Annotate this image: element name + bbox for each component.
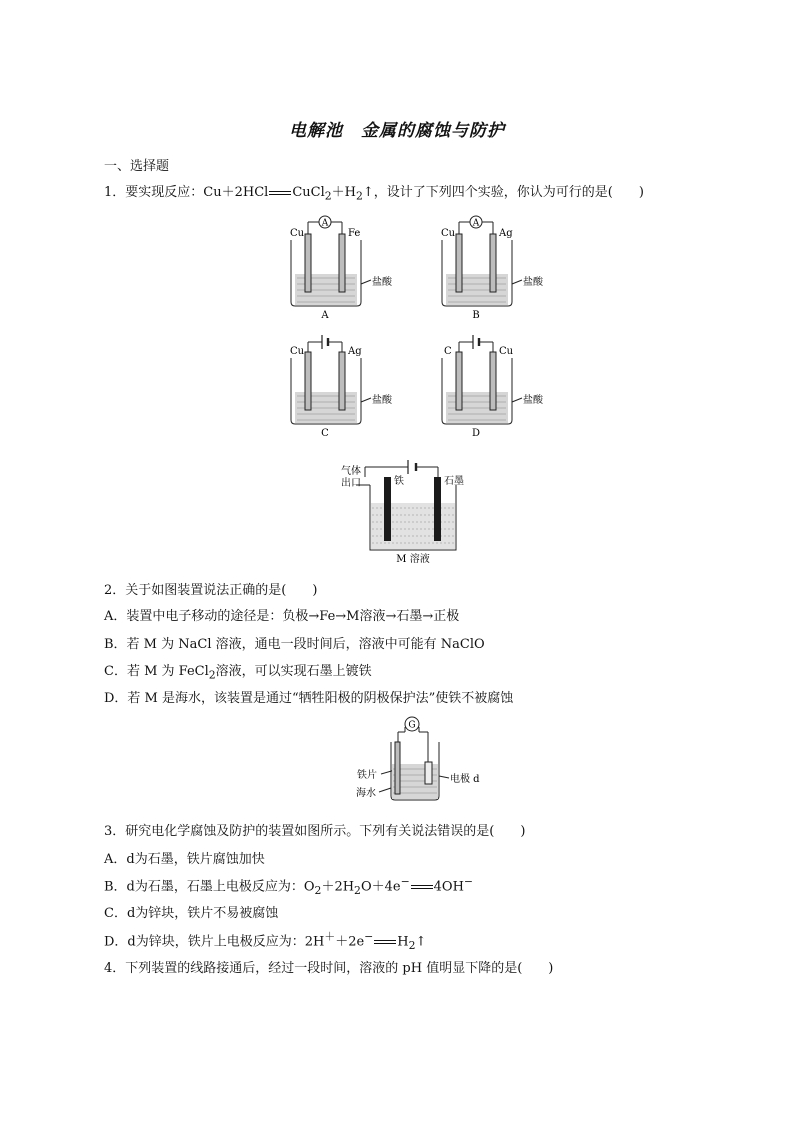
figure-caption: A [321, 310, 329, 321]
electrode-d-label: 电极 d [450, 774, 480, 785]
figure-b-galvanic-cell [436, 212, 546, 320]
figure-d-electrolytic-cell [436, 330, 546, 438]
electrode-left-label: Cu [290, 346, 305, 357]
question-2-option-d: D．若 M 是海水，该装置是通过“牺牲阳极的阴极保护法”使铁不被腐蚀 [104, 691, 514, 706]
electrode-left-label: C [444, 346, 452, 357]
ammeter-label: A [321, 218, 329, 229]
figure-q3-corrosion [355, 712, 480, 808]
gas-outlet-label: 气体 [341, 466, 361, 477]
page-title: 电解池 金属的腐蚀与防护 [289, 121, 505, 141]
solution-label: 盐酸 [523, 277, 543, 288]
figure-a-galvanic-cell [285, 212, 395, 320]
gas-outlet-label-2: 出口 [341, 478, 361, 489]
iron-label: 铁 [394, 476, 404, 487]
question-3-option-c: C．d为锌块，铁片不易被腐蚀 [104, 906, 279, 921]
question-1-stem: 1．要实现反应：Cu＋2HCl $CuCl_2+H_2↑$，设计了下列四个实验，你认为可行的是( ) [104, 185, 644, 203]
question-2-stem: 2．关于如图装置说法正确的是( ) [104, 583, 318, 598]
question-2-option-c: C．若 M 为 FeCl$_2$溶液，可以实现石墨上镀铁 [104, 664, 372, 682]
equals-double-line [374, 940, 396, 944]
solution-label: 盐酸 [372, 277, 392, 288]
electrode-left-label: Cu [441, 228, 456, 239]
electrode-d [425, 762, 432, 784]
figure-caption: C [321, 428, 329, 439]
figure-q2-electrolysis [338, 455, 478, 565]
electrode-right-label: Fe [348, 228, 361, 239]
electrode-right-label: Ag [348, 346, 362, 357]
question-2-option-b: B．若 M 为 NaCl 溶液，通电一段时间后，溶液中可能有 NaClO [104, 637, 485, 652]
electrode-left-label: Cu [290, 228, 305, 239]
seawater-label: 海水 [356, 788, 376, 799]
solution-label: 盐酸 [523, 395, 543, 406]
question-3-option-b: B．d为石墨，石墨上电极反应为：$O_2+2H_2O+4e^-$ 4OH− [104, 875, 473, 897]
equals-double-line [411, 885, 433, 889]
graphite-electrode [434, 477, 441, 541]
figure-c-electrolytic-cell [285, 330, 395, 438]
figure-caption: D [471, 428, 481, 439]
iron-sheet-label: 铁片 [357, 770, 377, 781]
section-heading: 一、选择题 [104, 159, 170, 174]
question-3-option-d: D．d为锌块，铁片上电极反应为：2H＋＋2e− $H_2↑$ [104, 930, 427, 952]
question-4-stem: 4．下列装置的线路接通后，经过一段时间，溶液的 pH 值明显下降的是( ) [104, 961, 554, 976]
question-3-stem: 3．研究电化学腐蚀及防护的装置如图所示。下列有关说法错误的是( ) [104, 824, 526, 839]
question-3-option-a: A．d为石墨，铁片腐蚀加快 [104, 852, 265, 867]
solution-label: 盐酸 [372, 395, 392, 406]
figure-caption: B [472, 310, 480, 321]
iron-electrode [384, 477, 391, 541]
iron-sheet [395, 742, 400, 794]
electrode-right-label: Ag [499, 228, 513, 239]
solution-label: M 溶液 [396, 554, 430, 565]
graphite-label: 石墨 [444, 476, 464, 487]
equals-double-line [269, 191, 291, 195]
question-2-option-a: A．装置中电子移动的途径是：负极→Fe→M溶液→石墨→正极 [104, 609, 460, 624]
electrode-right-label: Cu [499, 346, 514, 357]
ammeter-label: A [472, 218, 480, 229]
galvanometer-label: G [408, 720, 416, 731]
